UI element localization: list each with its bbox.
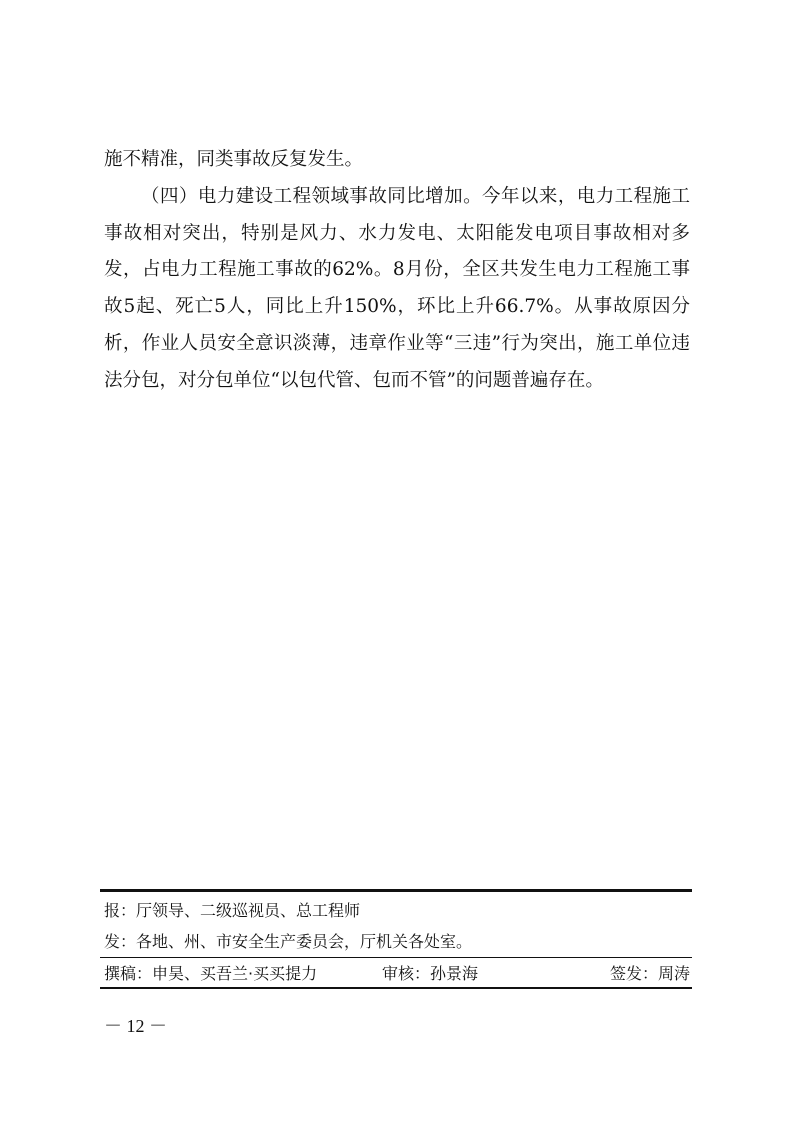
issued-by: 签发：周涛 (609, 964, 690, 983)
send-to-line: 发：各地、州、市安全生产委员会，厅机关各处室。 (104, 932, 473, 951)
section-four-paragraph (104, 179, 690, 400)
distribution-top-rule (100, 889, 692, 892)
page-number: － 12 － (104, 1016, 167, 1036)
body-text (104, 142, 690, 400)
section-heading: （四）电力建设工程领域事故同比增加。 (141, 185, 483, 207)
continuation-paragraph: 施不精准，同类事故反复发生。 (104, 149, 364, 170)
distribution-middle-rule (100, 957, 692, 958)
section-text: 今年以来，电力工程施工事故相对突出，特别是风力、水力发电、太阳能发电项目事故相对多发，占电力工程施工事故的62%。8月份，全区共发生电力工程施工事故5起、死亡5人，同比上升150%，环比上升66.7%。从事故原因分析，作业人员安全意识淡薄，违章作业等“三违”行为突出，施工单位违法分包，对分包单位“以包代管、包而不管”的问题普遍存在。 (104, 185, 690, 391)
drafted-by: 撰稿：申昊、买吾兰·买买提力 (104, 964, 318, 983)
distribution-bottom-rule (100, 987, 692, 989)
report-to-line: 报：厅领导、二级巡视员、总工程师 (104, 901, 361, 920)
signoff-row (104, 963, 690, 985)
reviewed-by: 审核：孙景海 (382, 964, 479, 983)
